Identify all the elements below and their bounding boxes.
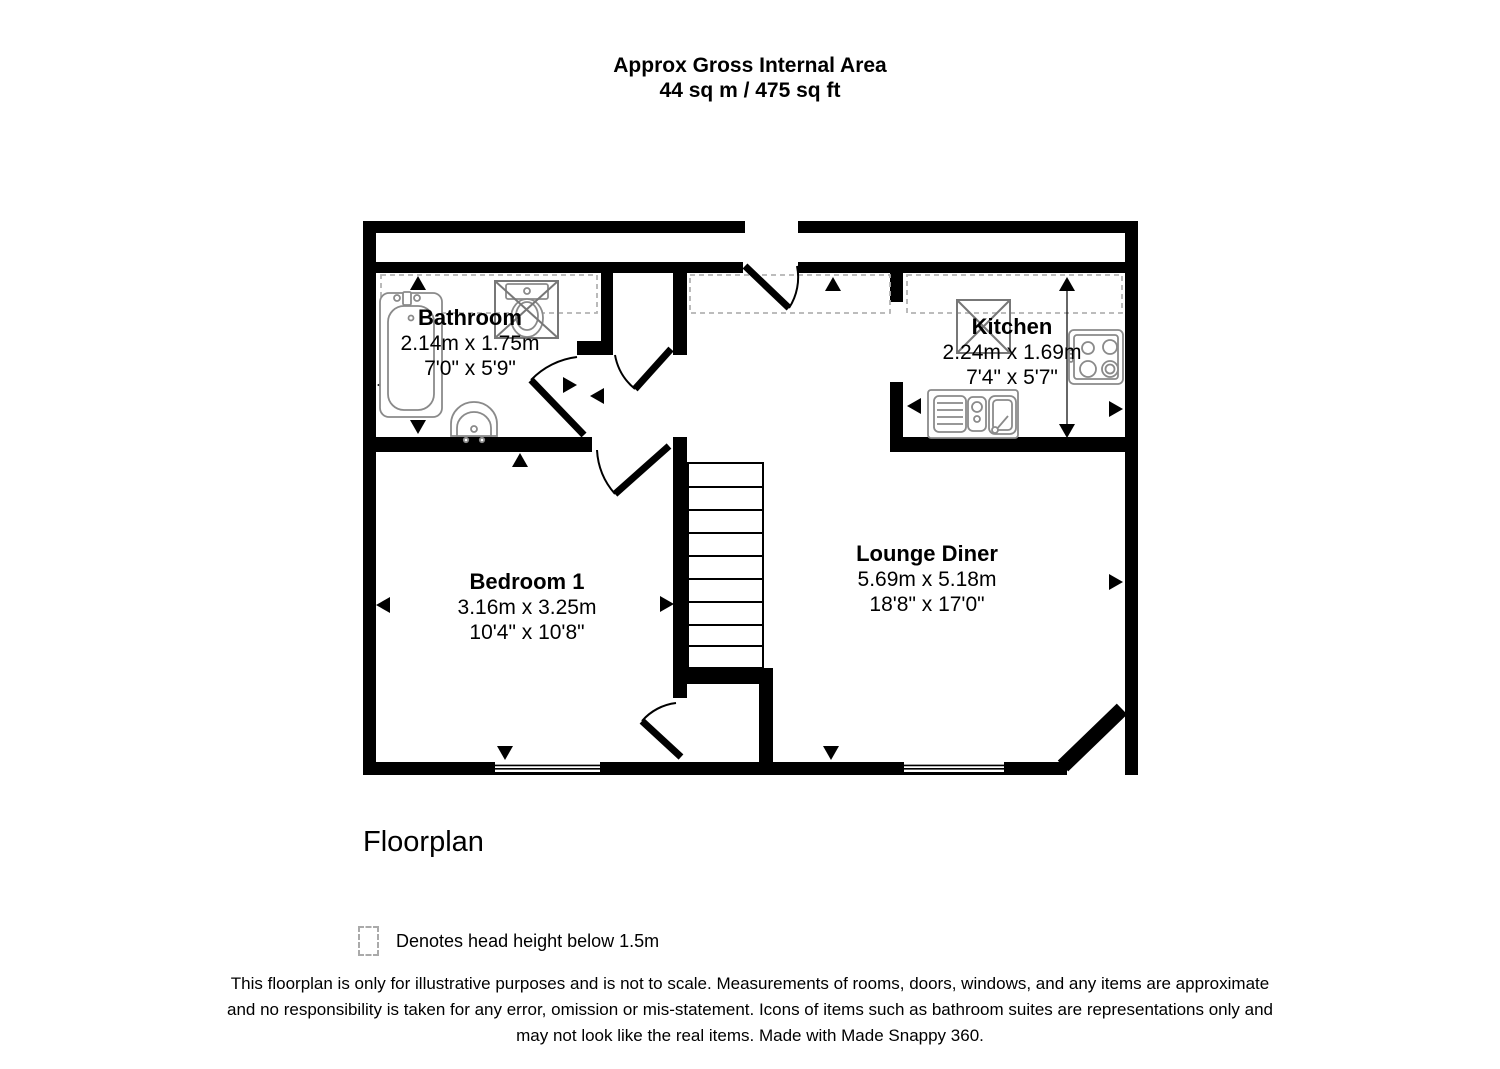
basin-icon [451, 402, 497, 442]
stair-bottom-wall [687, 668, 773, 684]
disclaimer [0, 971, 1500, 1049]
dimension-arrow-icon [512, 453, 528, 467]
room-name: Lounge Diner [856, 541, 998, 566]
dimension-arrow-icon [1109, 574, 1123, 590]
stair-vestibule-wall [759, 684, 773, 762]
room-dims-imperial: 7'0" x 5'9" [424, 357, 516, 380]
dimension-arrow-icon [410, 276, 426, 290]
gross-area-line2: 44 sq m / 475 sq ft [659, 79, 841, 102]
inner-wall-top-right [798, 262, 1125, 273]
door-icon [745, 266, 798, 308]
door-icon [1063, 709, 1122, 766]
outer-wall-top-right [798, 221, 1138, 233]
dimension-arrow-icon [590, 388, 604, 404]
room-name: Kitchen [971, 314, 1053, 339]
dimension-arrow-icon [1109, 401, 1123, 417]
room-dims-imperial: 7'4" x 5'7" [966, 366, 1058, 389]
kitchen-jog-wall-upper [890, 262, 903, 302]
room-dims-imperial: 10'4" x 10'8" [469, 621, 585, 644]
head-height-legend-text: Denotes head height below 1.5m [396, 930, 660, 951]
head-height-legend [358, 925, 659, 957]
dimension-arrow-icon [825, 277, 841, 291]
room-dims-metric: 5.69m x 5.18m [857, 567, 997, 591]
gross-area-line1: Approx Gross Internal Area [613, 54, 887, 77]
disclaimer-line3: may not look like the real items. Made with Made Snappy 360. [516, 1026, 984, 1045]
dimension-arrow-icon [823, 746, 839, 760]
kitchen-bottom-wall [890, 437, 1138, 452]
room-label-lounge-diner [777, 541, 1077, 618]
bathroom-bottom-wall [363, 437, 592, 452]
room-dims-metric: 2.14m x 1.75m [400, 331, 540, 355]
door-icon [597, 446, 669, 494]
room-name: Bathroom [418, 305, 522, 330]
room-dims-imperial: 18'8" x 17'0" [869, 593, 985, 616]
inner-wall-top-left [376, 262, 743, 273]
window-icon [904, 762, 1004, 772]
disclaimer-line1: This floorplan is only for illustrative purposes and is not to scale. Measurements of rooms, doors, windows, and any items are approximate [230, 974, 1270, 993]
room-dims-metric: 2.24m x 1.69m [942, 340, 1082, 364]
room-name: Bedroom 1 [469, 569, 585, 594]
door-icon [615, 349, 671, 389]
cupboard-left-wall [601, 273, 613, 341]
disclaimer-line2: and no responsibility is taken for any error, omission or mis-statement. Icons of items such as bathroom suites are representations only and [227, 1000, 1273, 1019]
stair-left-wall [673, 437, 687, 698]
room-label-bedroom-1 [377, 569, 677, 646]
room-label-kitchen [892, 314, 1132, 391]
outer-wall-right [1125, 221, 1138, 775]
outer-wall-top-left [363, 221, 745, 233]
window-icon [495, 762, 600, 772]
dimension-arrow-icon [410, 420, 426, 434]
cupboard-right-wall [673, 262, 687, 355]
dimension-arrow-icon [497, 746, 513, 760]
head-height-legend-swatch [358, 926, 379, 956]
room-label-bathroom [350, 305, 590, 382]
room-dims-metric: 3.16m x 3.25m [457, 595, 597, 619]
dimension-arrow-icon [907, 398, 921, 414]
stairs-icon [688, 463, 763, 668]
plan-title: Floorplan [363, 826, 484, 858]
door-icon [642, 703, 681, 757]
kitchen-sink-icon [928, 390, 1018, 438]
head-height-zone-kitchen [907, 275, 1122, 313]
